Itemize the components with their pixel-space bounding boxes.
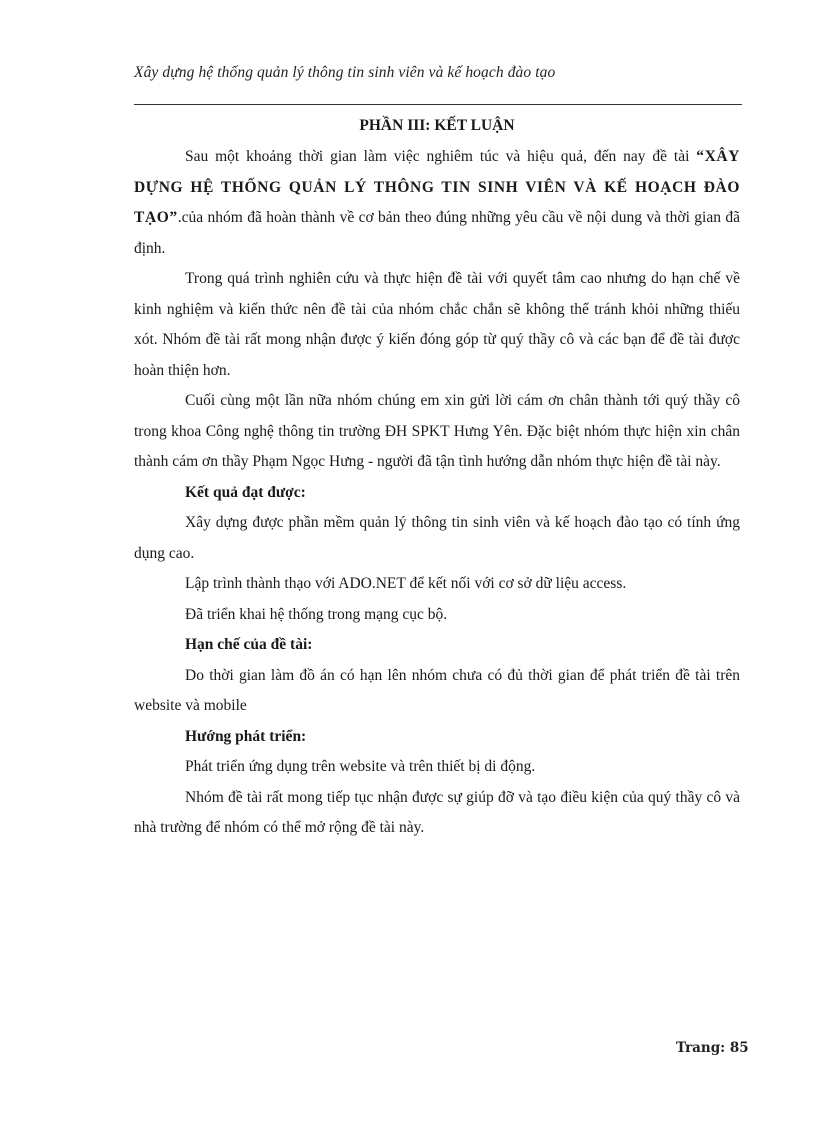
development-item-1: Phát triển ứng dụng trên website và trên thiết bị di động. bbox=[185, 758, 536, 775]
results-item-2: Lập trình thành thạo với ADO.NET để kết nối với cơ sở dữ liệu access. bbox=[185, 575, 627, 592]
page-number: Trang: 85 bbox=[676, 1040, 749, 1056]
intro-paragraph-1 bbox=[134, 142, 740, 264]
intro-paragraph-3: Cuối cùng một lần nữa nhóm chúng em xin gửi lời cám ơn chân thành tới quý thầy cô trong khoa Công nghệ thông tin trường ĐH SPKT Hưng Yên. Đặc biệt nhóm thực hiện xin chân thành cám ơn thầy Phạm Ngọc Hưng - người đã tận tình hướng dẫn nhóm thực hiện đề tài này. bbox=[134, 392, 740, 470]
intro-paragraph-2: Trong quá trình nghiên cứu và thực hiện đề tài với quyết tâm cao nhưng do hạn chế về kinh nghiệm và kiến thức nên đề tài của nhóm chắc chắn sẽ không thể tránh khỏi những thiếu xót. Nhóm đề tài rất mong nhận được ý kiến đóng góp từ quý thầy cô và các bạn để đề tài được hoàn thiện hơn. bbox=[134, 270, 740, 379]
development-item-2: Nhóm đề tài rất mong tiếp tục nhận được sự giúp đỡ và tạo điều kiện của quý thầy cô và nhà trường để nhóm có thể mở rộng đề tài này. bbox=[134, 788, 740, 836]
section-title: PHẦN III: KẾT LUẬN bbox=[359, 117, 515, 134]
intro-text-lead: Sau một khoảng thời gian làm việc nghiêm túc và hiệu quả, đến nay đề tài bbox=[185, 148, 697, 165]
results-item-3: Đã triển khai hệ thống trong mạng cục bộ. bbox=[185, 605, 448, 623]
development-heading: Hướng phát triển: bbox=[185, 727, 307, 745]
page-body bbox=[134, 112, 740, 844]
running-header: Xây dựng hệ thống quản lý thông tin sinh viên và kế hoạch đào tạo bbox=[134, 64, 556, 81]
limitations-item-1: Do thời gian làm đồ án có hạn lên nhóm chưa có đủ thời gian để phát triển đề tài trên website và mobile bbox=[134, 666, 740, 714]
results-item-1: Xây dựng được phần mềm quản lý thông tin sinh viên và kế hoạch đào tạo có tính ứng dụng cao. bbox=[134, 514, 740, 562]
results-heading: Kết quả đạt được: bbox=[185, 483, 306, 501]
header-divider bbox=[134, 104, 742, 105]
project-title-caps: “XÂY DỰNG HỆ THỐNG QUẢN LÝ THÔNG TIN SINH VIÊN VÀ KẾ HOẠCH ĐÀO TẠO” bbox=[134, 148, 740, 226]
intro-text-tail: .của nhóm đã hoàn thành về cơ bản theo đúng những yêu cầu về nội dung và thời gian đã định. bbox=[134, 209, 740, 257]
limitations-heading: Hạn chế của đề tài: bbox=[185, 636, 313, 653]
